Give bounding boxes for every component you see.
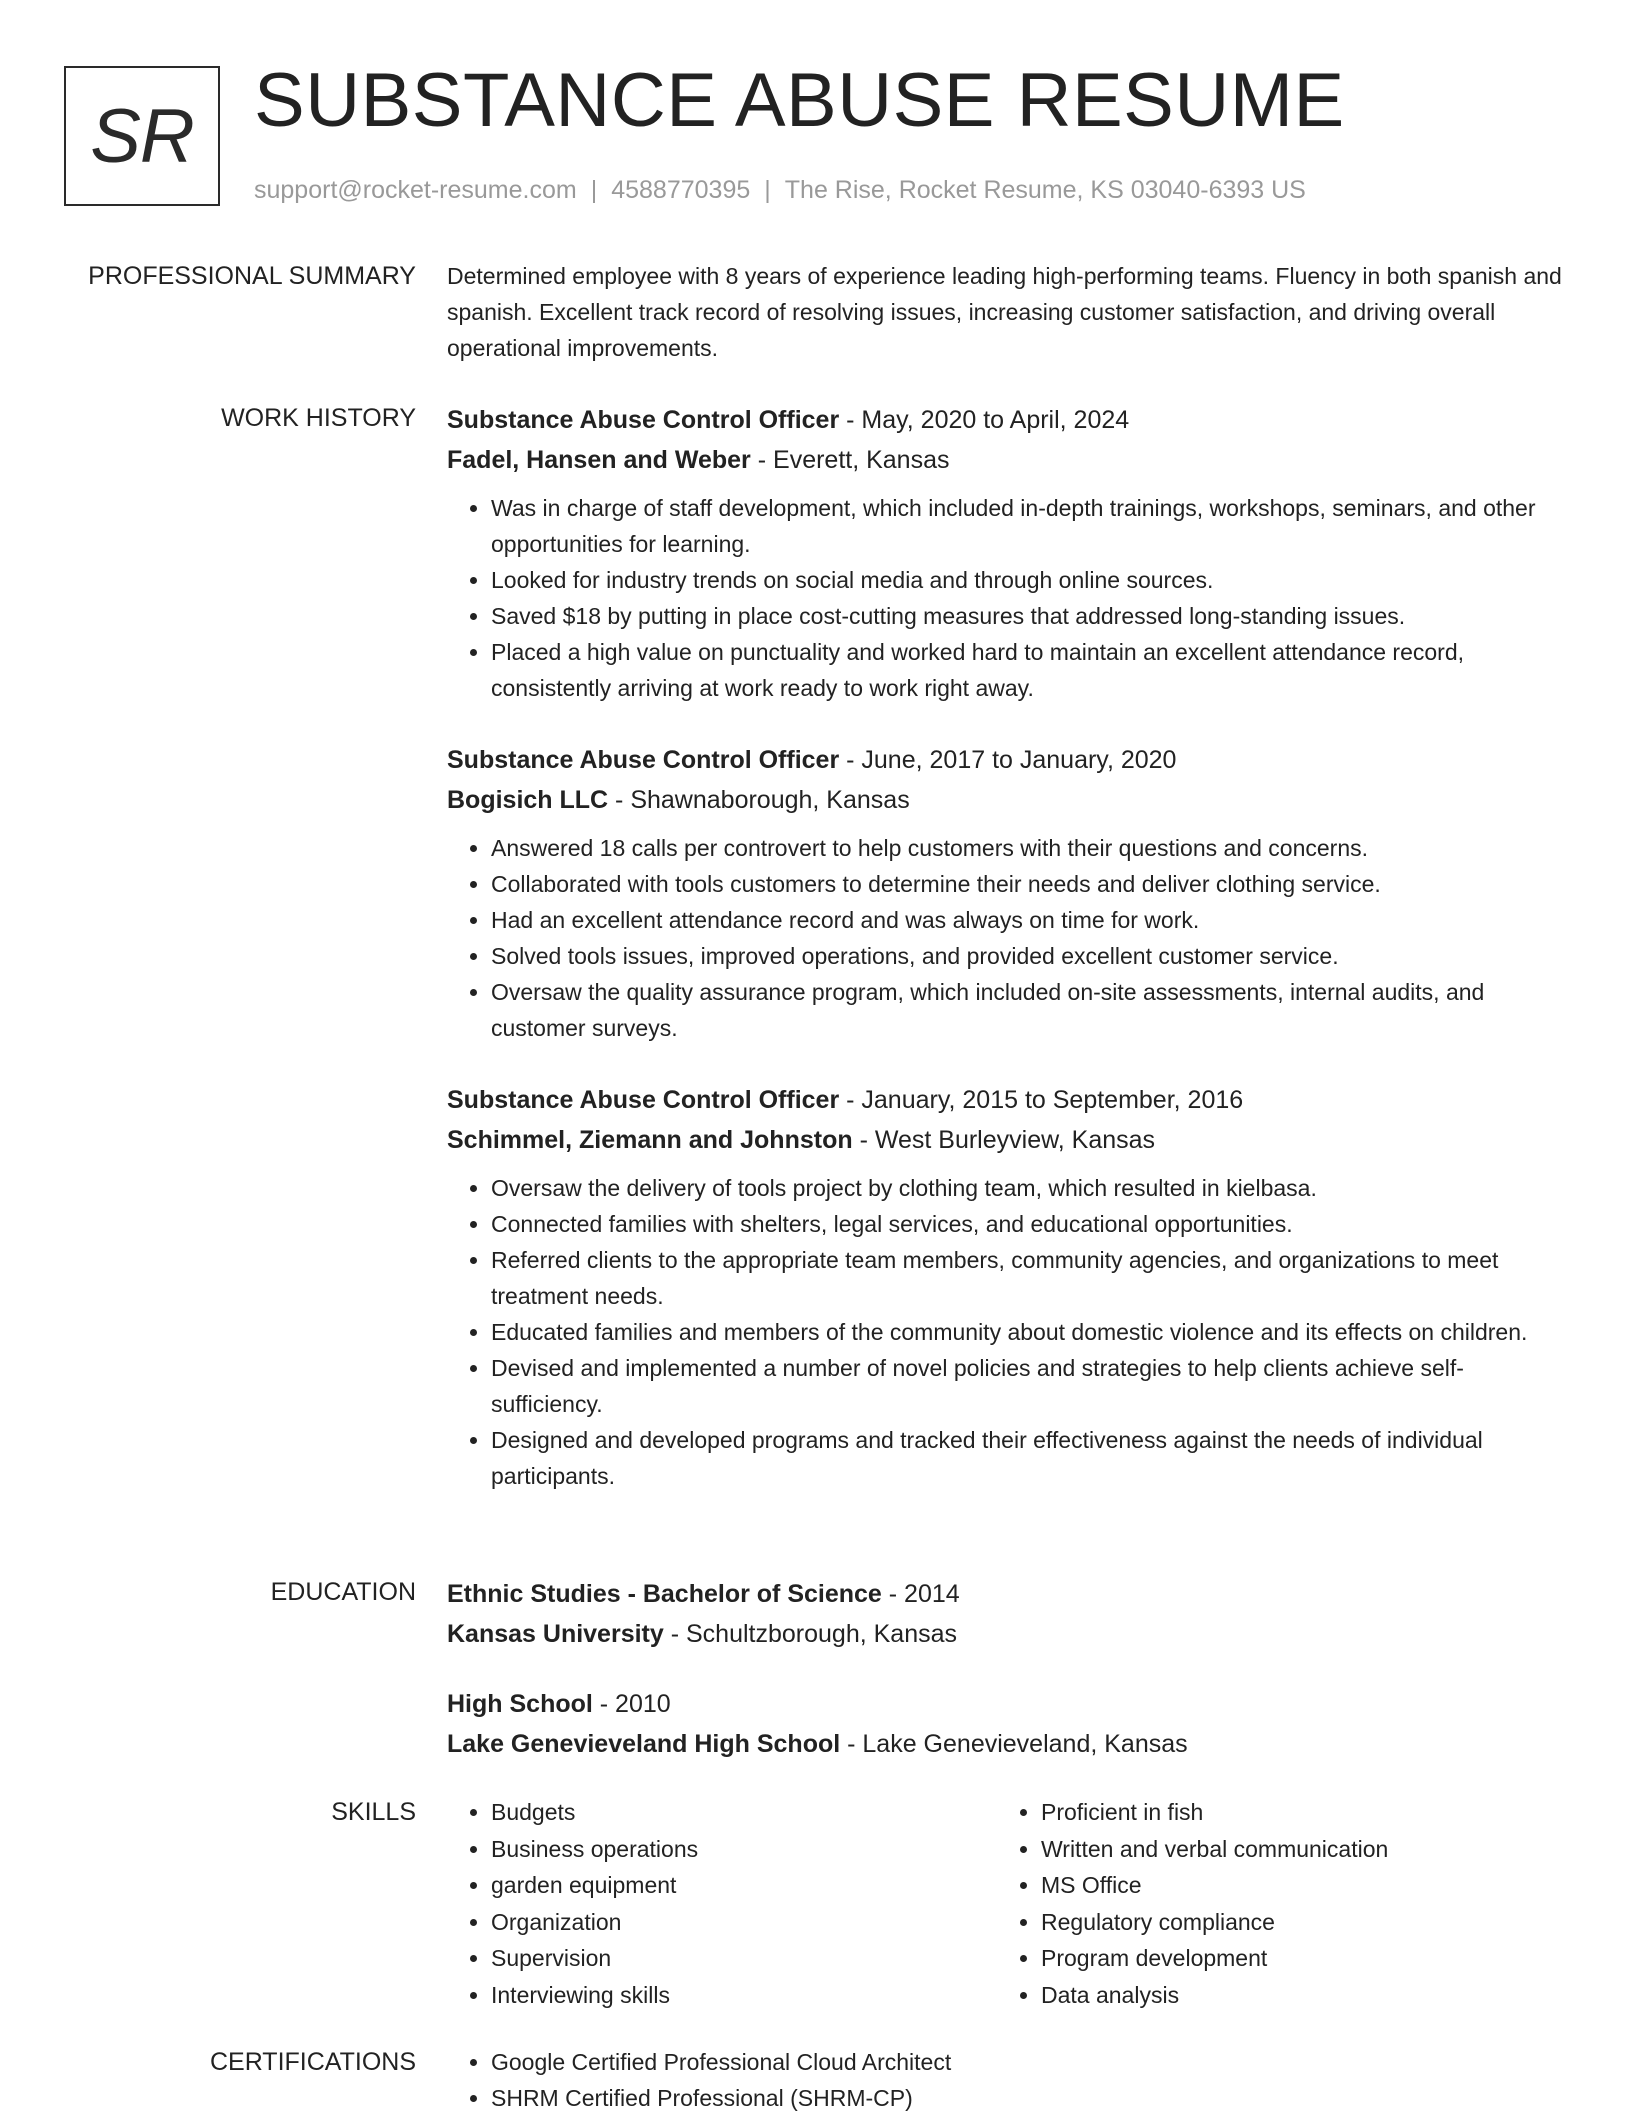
job-company-line (447, 440, 1572, 480)
skill-item: • garden equipment (491, 1867, 997, 1904)
job-bullets (447, 490, 1572, 706)
job-company: Fadel, Hansen and Weber (447, 446, 751, 474)
contact-phone: 4588770395 (611, 176, 751, 204)
job-location: - Everett, Kansas (750, 446, 950, 474)
job-title: Substance Abuse Control Officer (447, 406, 840, 434)
contact-line (254, 176, 1306, 205)
education-degree-line (447, 1684, 1572, 1724)
skills-list-right (997, 1794, 1547, 2013)
job-dates: - June, 2017 to January, 2020 (839, 746, 1177, 774)
certifications-list (447, 2044, 1572, 2116)
skill-item: • Supervision (491, 1940, 997, 1977)
skill-item: • Organization (491, 1904, 997, 1941)
contact-address: The Rise, Rocket Resume, KS 03040-6393 US (784, 176, 1306, 204)
education-year: - 2010 (592, 1690, 671, 1718)
job-bullets (447, 830, 1572, 1046)
education-degree: High School (447, 1690, 593, 1718)
job-bullet: • Designed and developed programs and tracked their effectiveness against the needs of individual participants. (491, 1422, 1572, 1494)
skill-item: • Data analysis (1041, 1977, 1547, 2014)
education-school-line (447, 1614, 1572, 1654)
job-bullet: • Solved tools issues, improved operations, and provided excellent customer service. (491, 938, 1572, 974)
skill-item: • Budgets (491, 1794, 997, 1831)
education-label: EDUCATION (270, 1578, 416, 1606)
certification-item: • Google Certified Professional Cloud Architect (491, 2044, 1572, 2080)
education-school: Lake Genevieveland High School (447, 1730, 841, 1758)
resume-title: SUBSTANCE ABUSE RESUME (254, 58, 1345, 143)
job-bullet: • Educated families and members of the community about domestic violence and its effects on children. (491, 1314, 1572, 1350)
contact-email: support@rocket-resume.com (254, 176, 577, 204)
job-bullet: • Referred clients to the appropriate team members, community agencies, and organizations to meet treatment needs. (491, 1242, 1572, 1314)
job-entry (447, 740, 1572, 1046)
skill-item: • MS Office (1041, 1867, 1547, 1904)
education-entry (447, 1684, 1572, 1764)
job-bullet: • Had an excellent attendance record and was always on time for work. (491, 902, 1572, 938)
job-company-line (447, 780, 1572, 820)
job-company-line (447, 1120, 1572, 1160)
skills-list-left (447, 1794, 997, 2013)
job-dates: - January, 2015 to September, 2016 (839, 1086, 1244, 1114)
education-degree: Ethnic Studies - Bachelor of Science (447, 1580, 882, 1608)
certification-item: • SHRM Certified Professional (SHRM-CP) (491, 2080, 1572, 2116)
skill-item: • Written and verbal communication (1041, 1831, 1547, 1868)
job-bullet: • Devised and implemented a number of novel policies and strategies to help clients achieve self-sufficiency. (491, 1350, 1572, 1422)
skills-columns (447, 1794, 1572, 2013)
summary-text: Determined employee with 8 years of experience leading high-performing teams. Fluency in both spanish and spanish. Excellent track record of resolving issues, increasing customer satisfaction, and driving overall operational improvements. (447, 263, 1562, 361)
education-year: - 2014 (881, 1580, 960, 1608)
job-dates: - May, 2020 to April, 2024 (839, 406, 1130, 434)
education-location: - Schultzborough, Kansas (663, 1620, 958, 1648)
work-history-label: WORK HISTORY (221, 404, 416, 432)
job-bullet: • Looked for industry trends on social media and through online sources. (491, 562, 1572, 598)
education-location: - Lake Genevieveland, Kansas (840, 1730, 1188, 1758)
job-company: Bogisich LLC (447, 786, 609, 814)
skill-item: • Business operations (491, 1831, 997, 1868)
monogram-initials: SR (90, 93, 194, 179)
education-entry (447, 1574, 1572, 1654)
job-bullet: • Answered 18 calls per controvert to help customers with their questions and concerns. (491, 830, 1572, 866)
contact-separator: | (590, 176, 598, 204)
education-school-line (447, 1724, 1572, 1764)
job-bullet: • Saved $18 by putting in place cost-cutting measures that addressed long-standing issues. (491, 598, 1572, 634)
certifications-label: CERTIFICATIONS (209, 2048, 416, 2076)
job-entry (447, 400, 1572, 706)
job-title: Substance Abuse Control Officer (447, 1086, 840, 1114)
job-entry (447, 1080, 1572, 1494)
contact-separator: | (764, 176, 771, 204)
skills-label: SKILLS (331, 1798, 416, 1826)
job-bullet: • Collaborated with tools customers to determine their needs and deliver clothing service. (491, 866, 1572, 902)
job-title-line (447, 740, 1572, 780)
job-bullet: • Connected families with shelters, legal services, and educational opportunities. (491, 1206, 1572, 1242)
job-bullet: • Oversaw the quality assurance program, which included on-site assessments, internal audits, and customer surveys. (491, 974, 1572, 1046)
skill-item: • Interviewing skills (491, 1977, 997, 2014)
education-degree-line (447, 1574, 1572, 1614)
job-bullet: • Placed a high value on punctuality and worked hard to maintain an excellent attendance record, consistently arriving at work ready to work right away. (491, 634, 1572, 706)
job-company: Schimmel, Ziemann and Johnston (447, 1126, 853, 1154)
job-bullets (447, 1170, 1572, 1494)
job-title: Substance Abuse Control Officer (447, 746, 840, 774)
skill-item: • Regulatory compliance (1041, 1904, 1547, 1941)
job-bullet: • Oversaw the delivery of tools project by clothing team, which resulted in kielbasa. (491, 1170, 1572, 1206)
skill-item: • Proficient in fish (1041, 1794, 1547, 1831)
job-location: - West Burleyview, Kansas (852, 1126, 1156, 1154)
job-title-line (447, 400, 1572, 440)
job-bullet: • Was in charge of staff development, which included in-depth trainings, workshops, seminars, and other opportunities for learning. (491, 490, 1572, 562)
job-title-line (447, 1080, 1572, 1120)
monogram (64, 66, 220, 206)
summary-label: PROFESSIONAL SUMMARY (88, 262, 416, 290)
job-location: - Shawnaborough, Kansas (608, 786, 910, 814)
education-school: Kansas University (447, 1620, 664, 1648)
skill-item: • Program development (1041, 1940, 1547, 1977)
